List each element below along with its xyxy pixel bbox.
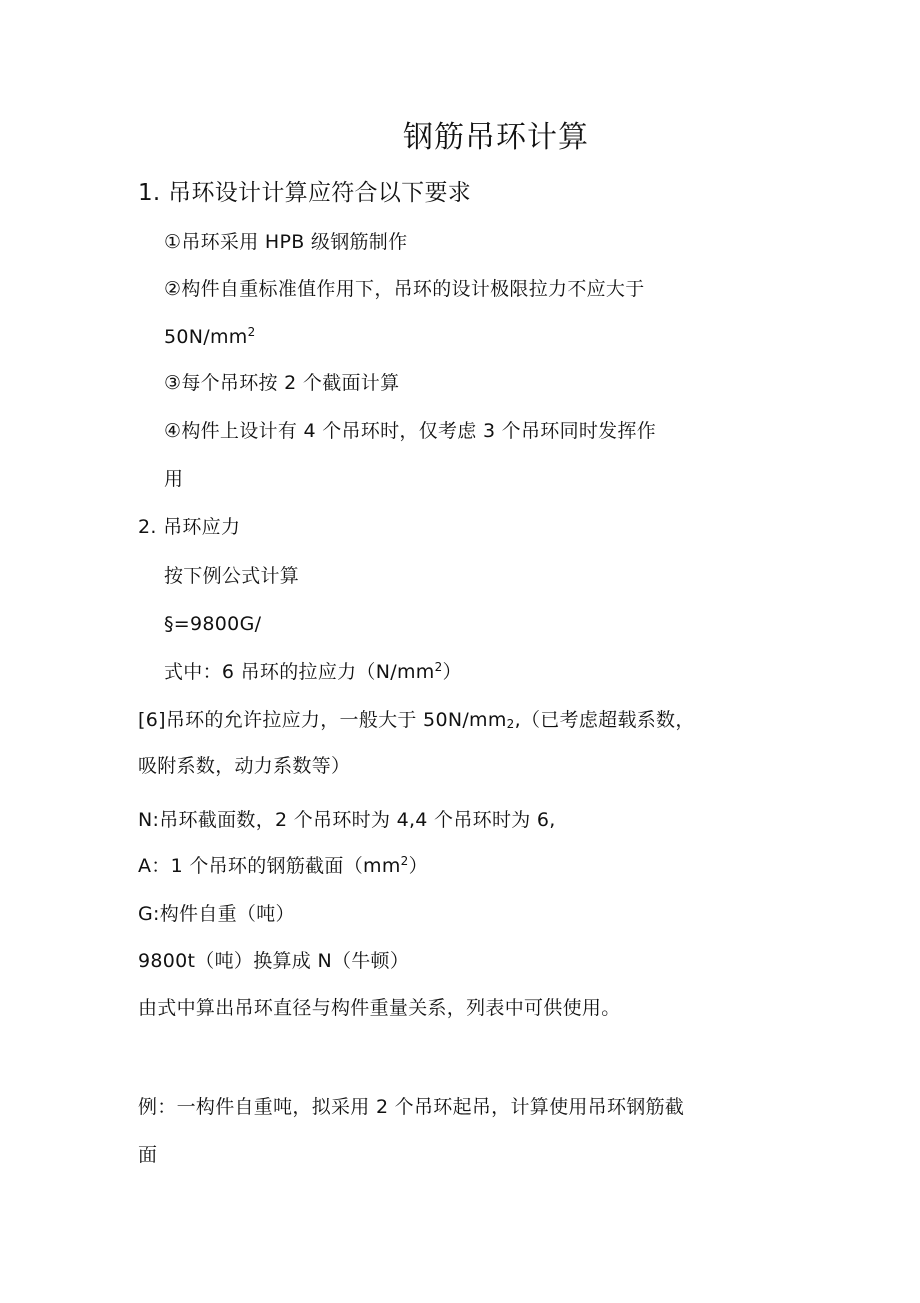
unit-exponent: 2 — [400, 854, 409, 868]
where-stress-definition — [164, 659, 462, 685]
unit-exponent: 2 — [434, 660, 443, 674]
requirement-2: ②构件自重标准值作用下，吊环的设计极限拉力不应大于 — [164, 278, 645, 300]
where-stress-text: 式中：6 吊环的拉应力（N/mm — [164, 661, 435, 683]
requirement-1: ①吊环采用 HPB 级钢筋制作 — [164, 231, 408, 253]
formula: §=9800G/ — [164, 613, 262, 635]
example-text-continued: 面 — [138, 1144, 158, 1166]
section-2-heading: 2. 吊环应力 — [138, 516, 241, 538]
allowable-stress-text: [6]吊环的允许拉应力，一般大于 50N/mm — [138, 709, 507, 731]
requirement-4: ④构件上设计有 4 个吊环时，仅考虑 3 个吊环同时发挥作 — [164, 420, 657, 442]
a-definition-text: A：1 个吊环的钢筋截面（mm — [138, 855, 401, 877]
page-title: 钢筋吊环计算 — [403, 120, 589, 155]
unit-exponent: 2 — [247, 325, 256, 339]
requirement-2-continued — [164, 324, 256, 350]
requirement-4-continued: 用 — [164, 468, 184, 490]
n-definition: N:吊环截面数，2 个吊环时为 4,4 个吊环时为 6, — [138, 809, 556, 831]
section-1-heading: 1. 吊环设计计算应符合以下要求 — [138, 180, 472, 206]
unit-exponent: 2 — [506, 717, 515, 731]
formula-intro: 按下例公式计算 — [164, 565, 300, 587]
summary-text: 由式中算出吊环直径与构件重量关系，列表中可供使用。 — [138, 997, 621, 1019]
g-definition: G:构件自重（吨） — [138, 903, 295, 925]
allowable-stress-definition — [138, 707, 695, 733]
unit-conversion: 9800t（吨）换算成 N（牛顿） — [138, 950, 410, 972]
a-definition-close: ） — [408, 855, 428, 877]
requirement-3: ③每个吊环按 2 个截面计算 — [164, 372, 400, 394]
example-text: 例：一构件自重吨，拟采用 2 个吊环起吊，计算使用吊环钢筋截 — [138, 1096, 685, 1118]
allowable-stress-continued: 吸附系数，动力系数等） — [138, 755, 351, 777]
where-stress-close: ） — [442, 661, 462, 683]
a-definition — [138, 853, 428, 879]
requirement-2-value: 50N/mm — [164, 326, 248, 348]
allowable-stress-note: ,（已考虑超载系数， — [514, 709, 695, 731]
